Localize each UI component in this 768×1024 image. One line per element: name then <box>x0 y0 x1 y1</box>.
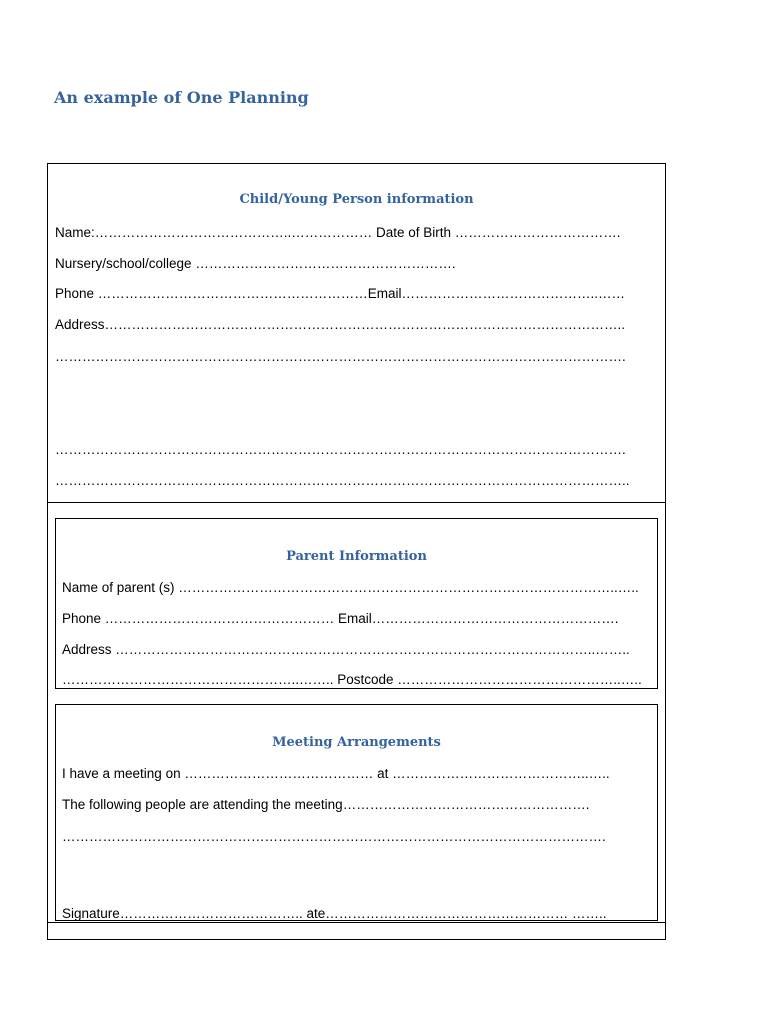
parent-postcode-line: ……………………………………………..…….. Postcode …………………………………………..….. <box>62 672 642 687</box>
child-address-line-2: ………………………………………………………………………………………………………………. <box>55 349 626 364</box>
child-phone-email-line: Phone ……………………………………………………Email……………………………………..…… <box>55 286 626 301</box>
child-address-line-3: ………………………………………………………………………………………………………………. <box>55 442 626 457</box>
meeting-date-line: I have a meeting on …………………………………… at ……………………………………..….. <box>62 766 610 781</box>
page-title: An example of One Planning <box>54 88 309 107</box>
signature-line: Signature………………………………….. ate……………………………………………… …….. <box>62 906 607 921</box>
meeting-heading: Meeting Arrangements <box>272 735 441 750</box>
section-divider <box>47 502 666 503</box>
meeting-attendees-line: The following people are attending the meeting………………………………………………. <box>62 797 590 812</box>
meeting-box <box>55 704 658 921</box>
bottom-divider <box>47 922 666 923</box>
parent-info-box <box>55 518 658 689</box>
child-address-line: Address…………………………………………………………………………………………………….. <box>55 317 626 332</box>
child-school-line: Nursery/school/college …………………………………………………. <box>55 256 456 271</box>
parent-address-line: Address ……………………………………………………………………………………………..…….. <box>62 642 630 657</box>
child-address-line-4: ……………………………………………………………………………………………………………….. <box>55 473 630 488</box>
meeting-attendees-line-2: …………………………………………………………………………………………………………. <box>62 829 606 844</box>
child-name-dob-line: Name:……………………………………..……………… Date of Birth ………………………………. <box>55 225 621 240</box>
parent-name-line: Name of parent (s) ……………………………………………………………………………………..….. <box>62 580 639 595</box>
child-info-heading: Child/Young Person information <box>239 192 474 207</box>
parent-phone-email-line: Phone …………………………………………… Email………………………………………………. <box>62 611 619 626</box>
parent-info-heading: Parent Information <box>286 549 427 564</box>
